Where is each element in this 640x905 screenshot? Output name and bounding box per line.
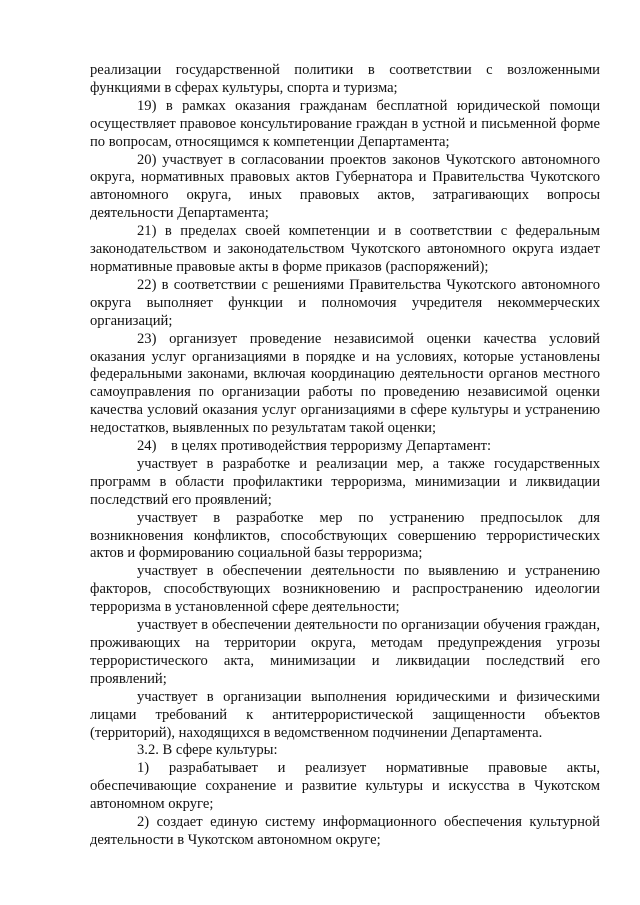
paragraph-culture-item-2: 2) создает единую систему информационного обеспечения культурной деятельности в Чукотском автономном округе; — [90, 814, 600, 848]
paragraph-item-24-a: участвует в разработке и реализации мер, а также государственных программ в области профилактики терроризма, минимизации и ликвидации последствий его проявлений; — [90, 455, 600, 508]
paragraph-item-20: 20) участвует в согласовании проектов законов Чукотского автономного округа, нормативных правовых актов Губернатора и Правительства Чукотского автономного округа, иных правовых актов, затрагивающих вопросы деятельности Департамента; — [90, 151, 600, 222]
paragraph-item-19: 19) в рамках оказания гражданам бесплатной юридической помощи осуществляет правовое консультирование граждан в устной и письменной форме по вопросам, относящимся к компетенции Департамента; — [90, 97, 600, 150]
paragraph-culture-item-1: 1) разрабатывает и реализует нормативные правовые акты, обеспечивающие сохранение и развитие культуры и искусства в Чукотском автономном округе; — [90, 760, 600, 813]
paragraph-item-23: 23) организует проведение независимой оценки качества условий оказания услуг организациями в порядке и на условиях, которые установлены федеральными законами, включая координацию деятельности органов местного самоуправления по организации работы по проведению независимой оценки качества условий оказания услуг организациями в сфере культуры и устранению недостатков, выявленных по результатам такой оценки; — [90, 330, 600, 437]
paragraph-item-24-b: участвует в разработке мер по устранению предпосылок для возникновения конфликтов, способствующих совершению террористических актов и формированию социальной базы терроризма; — [90, 509, 600, 562]
paragraph-item-22: 22) в соответствии с решениями Правительства Чукотского автономного округа выполняет функции и полномочия учредителя некоммерческих организаций; — [90, 276, 600, 329]
paragraph-item-21: 21) в пределах своей компетенции и в соответствии с федеральным законодательством и законодательством Чукотского автономного округа издает нормативные правовые акты в форме приказов (распоряжений); — [90, 223, 600, 275]
paragraph-item-24-c: участвует в обеспечении деятельности по выявлению и устранению факторов, способствующих возникновению и распространению идеологии терроризма в установленной сфере деятельности; — [90, 563, 600, 616]
paragraph-item-24: 24) в целях противодействия терроризму Департамент: — [137, 438, 492, 455]
paragraph-item-24-e: участвует в организации выполнения юридическими и физическими лицами требований к антитеррористической защищенности объектов (территорий), находящихся в ведомственном подчинении Департамента. — [90, 688, 600, 741]
paragraph-item-24-d: участвует в обеспечении деятельности по организации обучения граждан, проживающих на территории округа, методам предупреждения угрозы террористического акта, минимизации и ликвидации последствий его проявлений; — [90, 617, 600, 687]
paragraph-continuation: реализации государственной политики в соответствии с возложенными функциями в сферах культуры, спорта и туризма; — [90, 62, 600, 96]
section-heading-3-2: 3.2. В сфере культуры: — [137, 742, 278, 759]
document-page — [90, 62, 600, 850]
